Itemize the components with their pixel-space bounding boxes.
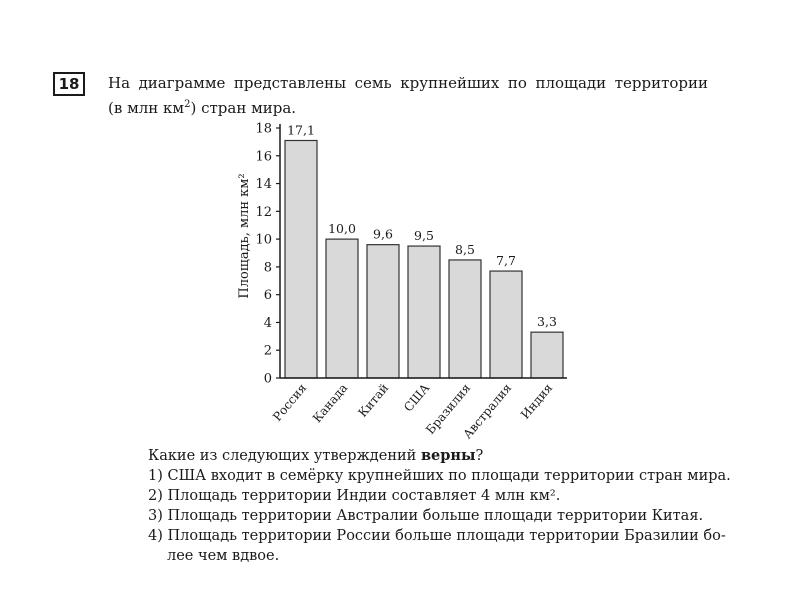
y-tick-label: 18 — [255, 121, 272, 137]
bar — [449, 260, 481, 378]
y-tick-label: 8 — [263, 260, 272, 276]
value-label: 8,5 — [455, 241, 475, 257]
statements-prompt — [148, 446, 708, 466]
statement-2: 2) Площадь территории Индии составляет 4 млн км². — [148, 488, 561, 504]
bar — [408, 246, 440, 378]
value-label: 3,3 — [537, 314, 557, 330]
prompt-post: ? — [475, 448, 484, 464]
y-tick-label: 10 — [255, 232, 272, 248]
question-line-1: На диаграмме представлены семь крупнейших по площади территории — [108, 74, 708, 92]
bar — [531, 332, 563, 378]
x-tick-label: США — [401, 380, 433, 415]
y-tick-label: 14 — [255, 177, 272, 193]
y-tick-label: 4 — [263, 315, 272, 331]
bar — [326, 239, 358, 378]
value-label: 7,7 — [496, 253, 516, 269]
statement-4: 4) Площадь территории России больше площади территории Бразилии бо- — [148, 528, 726, 544]
x-tick-label: Россия — [270, 380, 310, 424]
y-tick-label: 6 — [263, 288, 272, 304]
statement-1: 1) США входит в семёрку крупнейших по площади территории стран мира. — [148, 468, 731, 484]
bar — [367, 245, 399, 378]
y-tick-label: 2 — [263, 343, 272, 359]
x-tick-label: Австралия — [460, 380, 515, 442]
y-tick-label: 12 — [255, 204, 272, 220]
prompt-pre: Какие из следующих утверждений — [148, 448, 421, 464]
bar — [285, 141, 317, 379]
bars — [285, 141, 563, 379]
x-tick-label: Канада — [309, 380, 351, 426]
statement-4-continued: лее чем вдвое. — [167, 548, 280, 564]
bar — [490, 271, 522, 378]
y-axis-ticks — [255, 122, 280, 387]
question-superscript: 2 — [184, 99, 191, 110]
y-tick-label: 0 — [263, 371, 272, 387]
question-line-2-post: ) стран мира. — [190, 99, 297, 117]
task-number: 18 — [58, 75, 80, 93]
x-tick-label: Индия — [517, 380, 556, 422]
statement-3: 3) Площадь территории Австралии больше площади территории Китая. — [148, 508, 704, 524]
question-line-2-pre: (в млн км — [108, 99, 185, 117]
value-label: 17,1 — [287, 122, 315, 138]
y-axis-label: Площадь, млн км² — [237, 173, 252, 299]
value-label: 9,6 — [373, 226, 393, 242]
statements — [148, 446, 731, 566]
x-tick-label: Бразилия — [423, 380, 474, 437]
x-tick-label: Китай — [355, 380, 392, 420]
value-label: 9,5 — [414, 228, 434, 244]
value-label: 10,0 — [328, 221, 356, 237]
x-axis-labels — [270, 381, 555, 442]
y-tick-label: 16 — [255, 149, 272, 165]
prompt-bold: верны — [420, 447, 476, 464]
